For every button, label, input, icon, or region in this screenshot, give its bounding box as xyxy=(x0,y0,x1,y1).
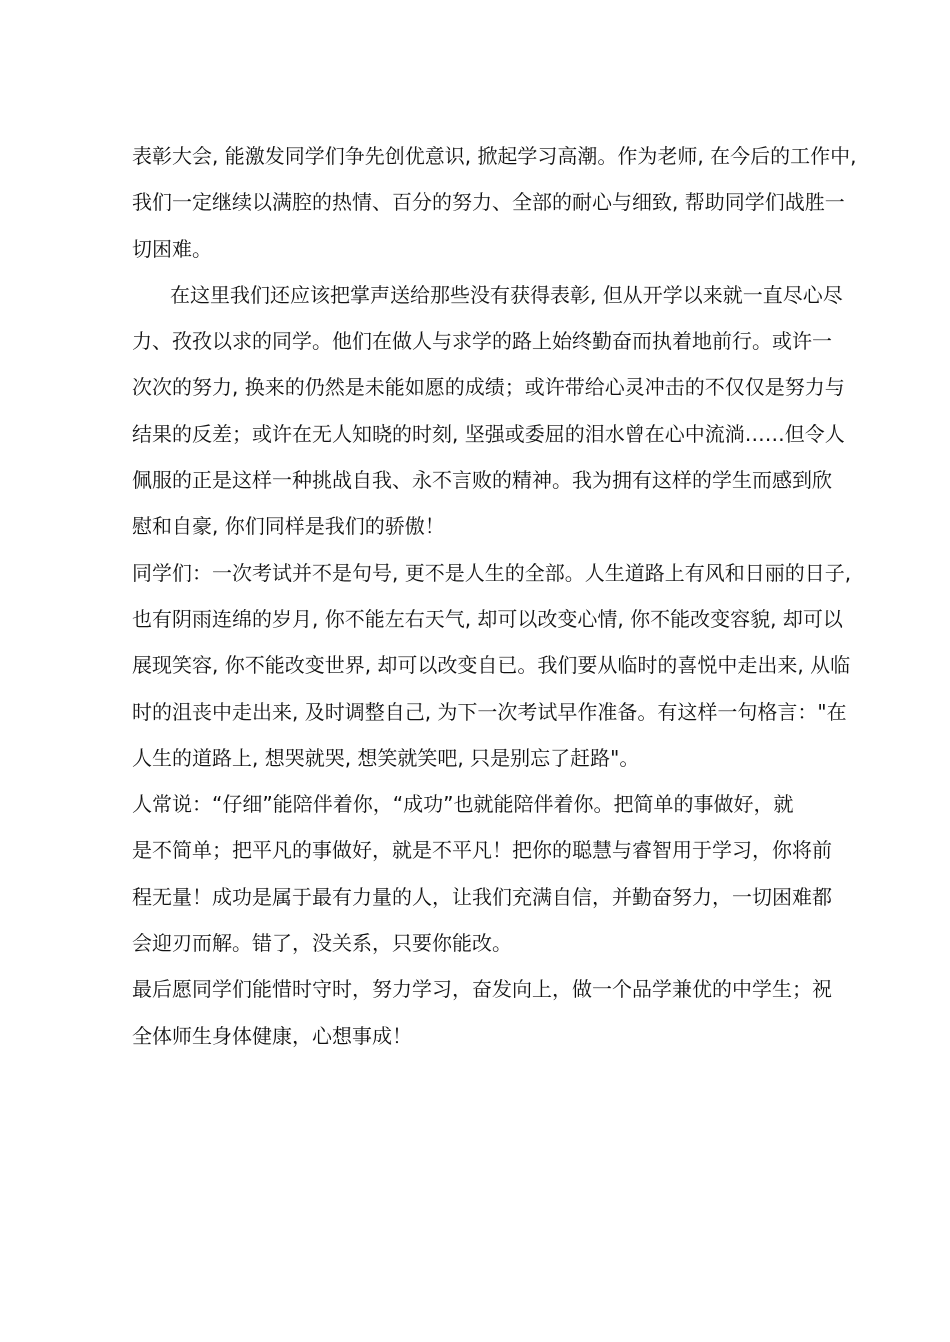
document-body xyxy=(132,133,857,1059)
text-line: 程无量！成功是属于最有力量的人，让我们充满自信，并勤奋努力，一切困难都 xyxy=(132,884,832,909)
text-line: 次次的努力, 换来的仍然是未能如愿的成绩；或许带给心灵冲击的不仅仅是努力与 xyxy=(132,375,845,400)
text-line: 切困难。 xyxy=(132,236,212,261)
text-line: 佩服的正是这样一种挑战自我、永不言败的精神。我为拥有这样的学生而感到欣 xyxy=(132,468,832,493)
text-line: 同学们：一次考试并不是句号, 更不是人生的全部。人生道路上有风和日丽的日子, xyxy=(132,560,852,585)
text-line: 在这里我们还应该把掌声送给那些没有获得表彰, 但从开学以来就一直尽心尽 xyxy=(170,282,843,307)
paragraph-4 xyxy=(132,781,832,966)
text-line: 展现笑容, 你不能改变世界, 却可以改变自已。我们要从临时的喜悦中走出来, 从临 xyxy=(132,653,851,678)
text-line: 时的沮丧中走出来, 及时调整自己, 为下一次考试早作准备。有这样一句格言："在 xyxy=(132,699,847,724)
text-line: 人生的道路上, 想哭就哭, 想笑就笑吧, 只是别忘了赶路"。 xyxy=(132,745,640,770)
text-line: 也有阴雨连绵的岁月, 你不能左右天气, 却可以改变心情, 你不能改变容貌, 却可以 xyxy=(132,606,843,631)
text-line: 人常说：“仔细”能陪伴着你，“成功”也就能陪伴着你。把简单的事做好，就 xyxy=(132,792,794,817)
text-line: 是不简单；把平凡的事做好，就是不平凡！把你的聪慧与睿智用于学习，你将前 xyxy=(132,838,832,863)
text-line: 结果的反差；或许在无人知晓的时刻, 坚强或委屈的泪水曾在心中流淌……但令人 xyxy=(132,421,845,446)
paragraph-3 xyxy=(132,550,852,781)
text-line: 力、孜孜以求的同学。他们在做人与求学的路上始终勤奋而执着地前行。或许一 xyxy=(132,329,832,354)
paragraph-5 xyxy=(132,966,832,1059)
text-line: 慰和自豪, 你们同样是我们的骄傲！ xyxy=(132,514,445,539)
text-line: 最后愿同学们能惜时守时，努力学习，奋发向上，做一个品学兼优的中学生；祝 xyxy=(132,977,832,1002)
paragraph-2 xyxy=(132,272,845,550)
text-line: 全体师生身体健康，心想事成！ xyxy=(132,1023,412,1048)
text-line: 我们一定继续以满腔的热情、百分的努力、全部的耐心与细致, 帮助同学们战胜一 xyxy=(132,190,845,215)
text-line: 表彰大会, 能激发同学们争先创优意识, 掀起学习高潮。作为老师, 在今后的工作中, xyxy=(132,144,857,168)
paragraph-1 xyxy=(132,133,857,272)
text-line: 会迎刃而解。错了，没关系，只要你能改。 xyxy=(132,931,512,956)
